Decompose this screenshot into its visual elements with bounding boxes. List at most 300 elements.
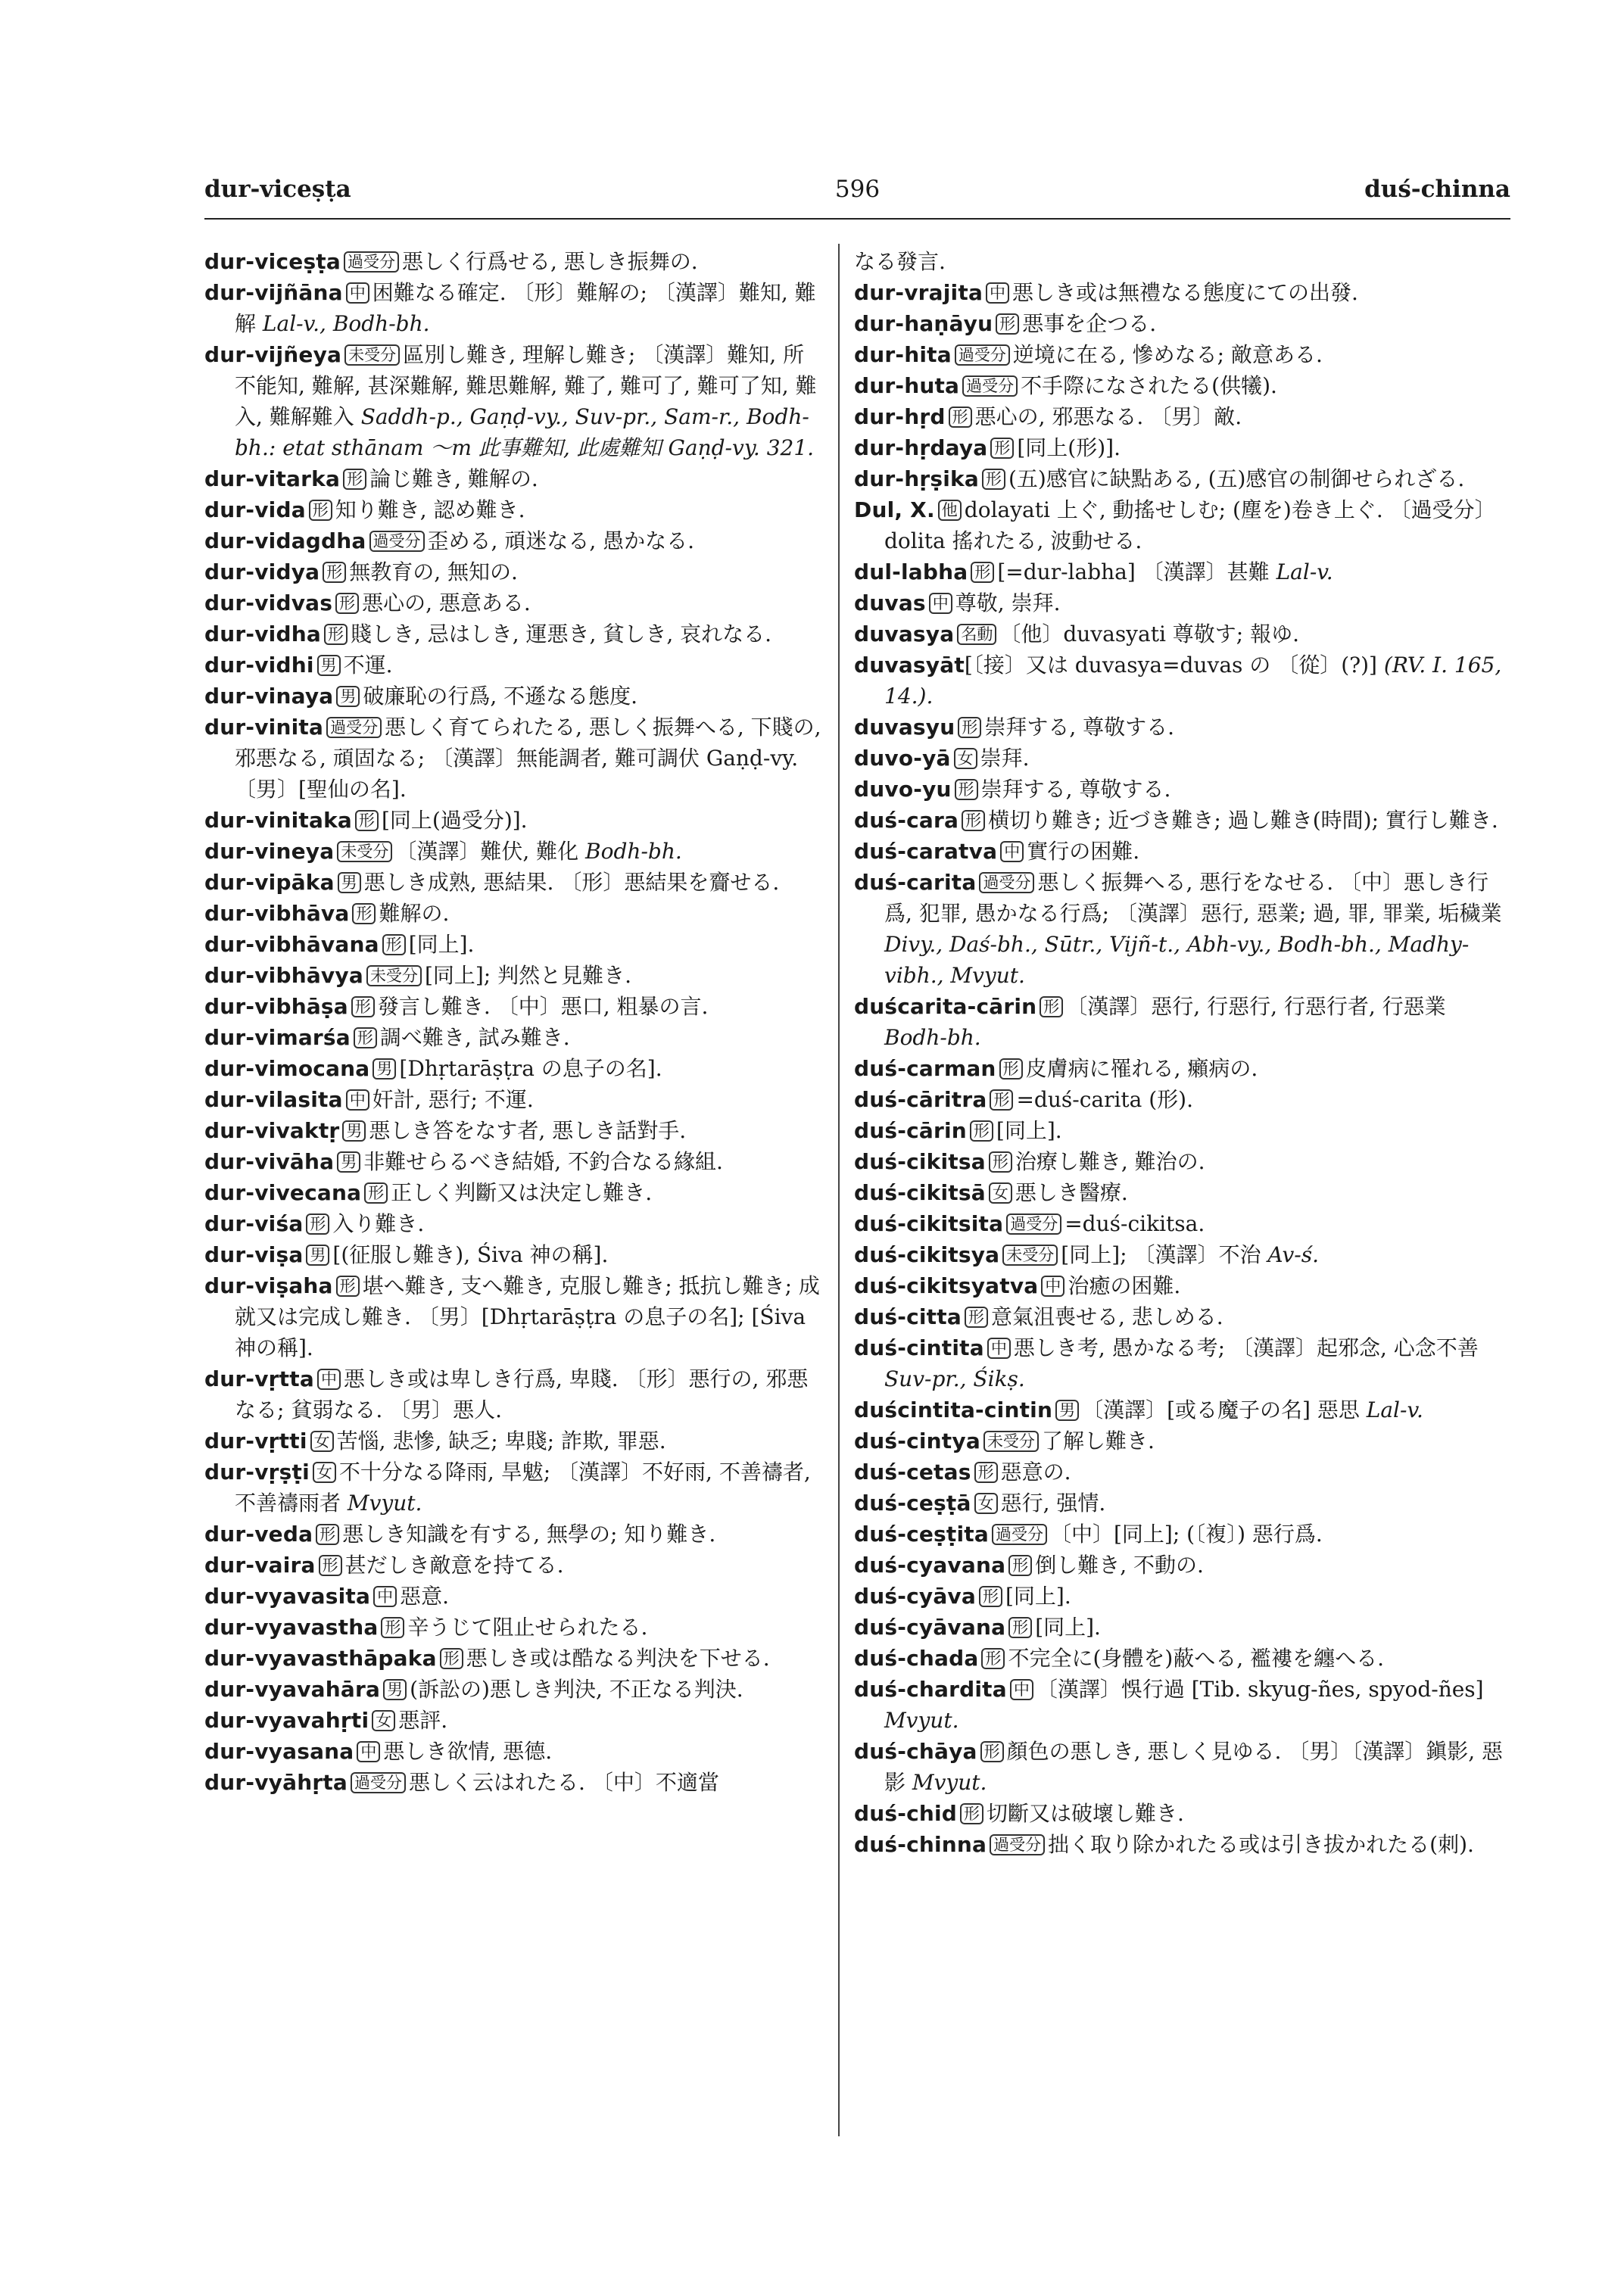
entry-definition: 調べ難き, 試み難き. — [379, 1025, 570, 1050]
dictionary-entry — [204, 1177, 824, 1208]
dictionary-entry — [854, 1425, 1509, 1456]
entry-grammar-tag: 男 — [317, 655, 341, 676]
dictionary-entry — [204, 1612, 824, 1643]
entry-grammar-tag: 形 — [960, 1803, 983, 1824]
entry-headword: dur-hṛd — [854, 404, 946, 429]
dictionary-entry — [204, 1363, 824, 1425]
entry-definition: 區別し難き, 理解し難き; 〔漢譯〕難知, 所不能知, 難解, 甚深難解, 難思難解, 難了, 難可了, 難可了知, 難入, 難解難入 — [235, 342, 817, 429]
entry-grammar-tag: 女 — [954, 748, 977, 769]
entry-headword: dur-huta — [854, 373, 960, 398]
entry-grammar-tag: 形 — [324, 624, 348, 645]
entry-definition: [同上]. — [408, 932, 475, 957]
dictionary-entry — [854, 805, 1509, 836]
entry-headword: duś-citta — [854, 1304, 962, 1329]
entry-grammar-tag: 中 — [357, 1741, 380, 1762]
entry-reference: (RV. I. 165, 14.). — [884, 653, 1502, 709]
entry-headword: duś-chinna — [854, 1832, 987, 1857]
entry-reference: Divy., Daś-bh., Sūtr., Vijñ-t., Abh-vy., Bodh-bh., Madhy-vibh., Mvyut. — [884, 932, 1470, 988]
entry-definition: [(征服し難き), Śiva 神の稱]. — [332, 1242, 609, 1267]
entry-grammar-tag: 形 — [309, 500, 332, 521]
entry-grammar-tag: 形 — [440, 1648, 463, 1669]
dictionary-entry — [854, 1270, 1509, 1301]
entry-definition: 崇拜する, 尊敬する. — [984, 715, 1175, 740]
dictionary-entry — [204, 246, 824, 277]
entry-headword: duś-cyāvana — [854, 1615, 1006, 1640]
entry-definition: 悪しき或は卑しき行爲, 卑賤. 〔形〕悪行の, 邪悪なる; 貧弱なる. 〔男〕悪人. — [235, 1366, 809, 1422]
entry-definition: 意氣沮喪せる, 悲しめる. — [990, 1304, 1223, 1329]
entry-definition: [=dur-labha] 〔漢譯〕甚難 — [997, 559, 1270, 584]
dictionary-entry — [854, 1456, 1509, 1488]
entry-grammar-tag: 形 — [306, 1213, 329, 1235]
entry-definition: 〔漢譯〕難伏, 難化 — [395, 839, 579, 864]
entry-headword: Dul, X. — [854, 497, 935, 522]
entry-headword: dur-vyavahāra — [204, 1677, 381, 1702]
dictionary-entry — [204, 1146, 824, 1177]
dictionary-entry — [204, 1674, 824, 1705]
entry-grammar-tag: 男 — [338, 872, 361, 893]
entry-headword: dur-veda — [204, 1522, 313, 1547]
entry-headword: dur-vitarka — [204, 466, 341, 491]
entry-headword: dur-vidvas — [204, 590, 333, 615]
entry-grammar-tag: 男 — [336, 686, 360, 707]
dictionary-entry — [204, 1456, 824, 1519]
entry-grammar-tag: 女 — [372, 1710, 395, 1731]
entry-headword: duś-ceṣṭā — [854, 1491, 971, 1516]
entry-definition: 悪しき成熟, 悪結果. 〔形〕悪結果を齎せる. — [363, 870, 780, 895]
dictionary-entry — [854, 1332, 1509, 1394]
entry-grammar-tag: 形 — [323, 562, 346, 583]
dictionary-entry — [854, 650, 1509, 712]
entry-grammar-tag: 形 — [336, 1276, 360, 1297]
entry-headword: dur-viceṣṭa — [204, 249, 341, 274]
dictionary-entry — [854, 774, 1509, 805]
entry-headword: dur-vipāka — [204, 870, 335, 895]
entry-definition: [同上(過受分)]. — [381, 808, 528, 833]
entry-definition: dolayati 上ぐ, 動搖せしむ; (塵を)卷き上ぐ. 〔過受分〕dolita 搖れたる, 波動せる. — [884, 497, 1496, 553]
entry-headword: duś-cintya — [854, 1428, 980, 1453]
entry-headword: dur-hita — [854, 342, 952, 367]
dictionary-entry — [854, 991, 1509, 1053]
entry-grammar-tag: 男 — [372, 1058, 396, 1080]
dictionary-entry — [854, 1798, 1509, 1829]
entry-grammar-tag: 形 — [319, 1555, 342, 1576]
entry-definition: 惡意. — [400, 1584, 450, 1609]
entry-definition: 了解し難き. — [1041, 1428, 1155, 1453]
dictionary-entry — [854, 1115, 1509, 1146]
entry-grammar-tag: 形 — [382, 934, 406, 955]
entry-grammar-tag: 中 — [1010, 1679, 1033, 1700]
entry-headword: duś-cikitsita — [854, 1211, 1004, 1236]
entry-grammar-tag: 形 — [316, 1524, 339, 1545]
entry-headword: duś-cintita — [854, 1335, 984, 1360]
dictionary-entry — [204, 463, 824, 494]
dictionary-entry — [854, 1829, 1509, 1860]
dictionary-entry — [204, 1022, 824, 1053]
entry-headword: dur-vyasana — [204, 1739, 354, 1764]
entry-reference: Bodh-bh. — [884, 1025, 981, 1050]
left-column — [204, 246, 824, 1798]
entry-definition: 難解の. — [379, 901, 450, 926]
entry-headword: duś-cāritra — [854, 1087, 987, 1112]
entry-headword: dur-vyavahṛti — [204, 1708, 369, 1733]
entry-definition: [同上]; 〔漢譯〕不治 — [1061, 1242, 1261, 1267]
entry-grammar-tag: 女 — [310, 1431, 334, 1452]
entry-headword: dur-vivāha — [204, 1149, 335, 1174]
entry-grammar-tag: 他 — [938, 500, 962, 521]
entry-headword: dur-vida — [204, 497, 306, 522]
entry-definition: 悪事を企つる. — [1022, 311, 1157, 336]
entry-grammar-tag: 男 — [383, 1679, 407, 1700]
entry-grammar-tag: 女 — [313, 1462, 336, 1483]
entry-headword: dur-vṛtti — [204, 1428, 307, 1453]
entry-definition: =duś-cikitsa. — [1064, 1211, 1205, 1236]
entry-headword: dur-vyavastha — [204, 1615, 379, 1640]
entry-definition: 〔漢譯〕[或る魔子の名] 惡思 — [1082, 1397, 1360, 1422]
entry-definition: 拙く取り除かれたる或は引き拔かれたる(刺). — [1048, 1832, 1474, 1857]
entry-definition: [同上]; 判然と見難き. — [424, 963, 632, 988]
entry-definition: 皮膚病に罹れる, 癩病の. — [1025, 1056, 1258, 1081]
entry-definition: [Dhṛtarāṣṭra の息子の名]. — [399, 1056, 662, 1081]
entry-definition: 不運. — [343, 653, 393, 678]
entry-headword: duś-cetas — [854, 1460, 971, 1485]
entry-headword: duś-chada — [854, 1646, 979, 1671]
entry-definition: 辛うじて阻止せられたる. — [407, 1615, 648, 1640]
entry-grammar-tag: 男 — [1055, 1400, 1079, 1421]
entry-headword: dur-vrajita — [854, 280, 983, 305]
entry-definition: (訴訟の)悪しき判決, 不正なる判決. — [410, 1677, 743, 1702]
entry-grammar-tag: 過受分 — [962, 375, 1018, 397]
dictionary-entry — [204, 1208, 824, 1239]
entry-grammar-tag: 過受分 — [955, 344, 1010, 366]
entry-headword: duś-cārin — [854, 1118, 967, 1143]
entry-headword: dur-hṛdaya — [854, 435, 988, 460]
dictionary-entry — [204, 1053, 824, 1084]
entry-headword: dur-vijñāna — [204, 280, 343, 305]
dictionary-entry — [204, 1705, 824, 1736]
dictionary-entry — [854, 494, 1509, 556]
entry-headword: duvo-yā — [854, 746, 951, 771]
entry-headword: duś-caratva — [854, 839, 998, 864]
entry-grammar-tag: 中 — [987, 1338, 1011, 1359]
entry-grammar-tag: 形 — [996, 313, 1019, 335]
dictionary-entry — [854, 712, 1509, 743]
entry-headword: dur-vibhāva — [204, 901, 350, 926]
entry-headword: dur-vibhāvana — [204, 932, 379, 957]
dictionary-entry — [204, 1581, 824, 1612]
dictionary-entry — [854, 308, 1509, 339]
dictionary-entry — [854, 1581, 1509, 1612]
dictionary-entry — [854, 1146, 1509, 1177]
entry-headword: duś-carita — [854, 870, 977, 895]
entry-headword: dur-viṣaha — [204, 1273, 333, 1298]
entry-grammar-tag: 過受分 — [992, 1524, 1047, 1545]
entry-headword: duś-cara — [854, 808, 959, 833]
dictionary-entry — [204, 1736, 824, 1767]
entry-headword: dur-vinitaka — [204, 808, 352, 833]
entry-headword: dur-vinaya — [204, 684, 334, 709]
dictionary-entry — [854, 1239, 1509, 1270]
dictionary-entry — [854, 743, 1509, 774]
entry-headword: duś-carman — [854, 1056, 996, 1081]
dictionary-entry — [854, 587, 1509, 618]
entry-grammar-tag: 男 — [306, 1245, 329, 1266]
entry-grammar-tag: 形 — [1008, 1555, 1032, 1576]
entry-headword: dur-vyāhṛta — [204, 1770, 348, 1795]
dictionary-entry — [854, 1177, 1509, 1208]
entry-definition: 悪しき或は無禮なる態度にての出發. — [1012, 280, 1358, 305]
header-first-headword: dur-viceṣṭa — [204, 176, 351, 203]
dictionary-entry — [854, 1612, 1509, 1643]
dictionary-entry — [204, 991, 824, 1022]
entry-grammar-tag: 女 — [989, 1182, 1012, 1204]
entry-definition: 悪しき醫療. — [1015, 1180, 1128, 1205]
entry-headword: dur-vijñeya — [204, 342, 342, 367]
entry-definition: 〔漢譯〕悞行過 [Tib. skyug-ñes, spyod-ñes] — [1036, 1677, 1484, 1702]
entry-grammar-tag: 中 — [317, 1369, 341, 1390]
entry-definition: 入り難き. — [332, 1211, 425, 1236]
entry-definition: 悪心の, 邪悪なる. 〔男〕敵. — [974, 404, 1242, 429]
entry-reference: Av-ś. — [1267, 1242, 1320, 1267]
dictionary-entry — [204, 681, 824, 712]
entry-headword: dur-vṛṣṭi — [204, 1460, 310, 1485]
entry-definition: 倒し難き, 不動の. — [1035, 1553, 1204, 1578]
dictionary-entry — [204, 339, 824, 463]
entry-headword: duś-cyāva — [854, 1584, 976, 1609]
entry-grammar-tag: 形 — [962, 810, 985, 831]
entry-headword: dur-vidagdha — [204, 528, 366, 553]
entry-headword: dur-viṣa — [204, 1242, 304, 1267]
entry-headword: duvas — [854, 590, 926, 615]
entry-definition: 治癒の困難. — [1068, 1273, 1181, 1298]
dictionary-entry — [854, 401, 1509, 432]
entry-reference: Mvyut. — [347, 1491, 422, 1516]
entry-grammar-tag: 形 — [990, 438, 1014, 459]
entry-definition: 惡意の. — [1000, 1460, 1071, 1485]
entry-definition: 不十分なる降雨, 旱魃; 〔漢譯〕不好雨, 不善禱者, 不善禱雨者 — [235, 1460, 811, 1516]
dictionary-entry — [204, 1550, 824, 1581]
entry-definition: 歪める, 頑迷なる, 愚かなる. — [427, 528, 695, 553]
entry-grammar-tag: 中 — [346, 1089, 369, 1111]
entry-headword: dur-vidya — [204, 559, 320, 584]
dictionary-entry — [204, 1519, 824, 1550]
entry-definition: [同上]. — [996, 1118, 1062, 1143]
entry-grammar-tag: 形 — [1040, 996, 1063, 1017]
entry-definition: 破廉恥の行爲, 不遜なる態度. — [363, 684, 638, 709]
dictionary-entry — [854, 556, 1509, 587]
entry-definition: 苦惱, 悲慘, 缺乏; 卑賤; 詐欺, 罪惡. — [336, 1428, 666, 1453]
entry-grammar-tag: 過受分 — [351, 1772, 406, 1793]
entry-headword: dur-vyavasthāpaka — [204, 1646, 437, 1671]
entry-reference: Saddh-p., Gaṇḍ-vy., Suv-pr., Sam-r., Bodh-bh.: etat sthānam 〜m 此事難知, 此處難知 Gaṇḍ-vy. 321. — [235, 404, 815, 460]
dictionary-entry — [204, 1115, 824, 1146]
entry-definition: 奸計, 惡行; 不運. — [372, 1087, 534, 1112]
page-number: 596 — [834, 176, 881, 203]
dictionary-entry — [854, 1488, 1509, 1519]
dictionary-entry — [854, 1053, 1509, 1084]
column-divider — [838, 244, 840, 2136]
entry-grammar-tag: 形 — [970, 1120, 993, 1142]
entry-grammar-tag: 形 — [989, 1151, 1012, 1173]
entry-grammar-tag: 形 — [355, 810, 379, 831]
dictionary-entry — [854, 836, 1509, 867]
entry-grammar-tag: 形 — [364, 1182, 388, 1204]
entry-definition: [同上]. — [1005, 1584, 1071, 1609]
entry-definition: 〔他〕duvasyati 尊敬す; 報ゆ. — [999, 622, 1300, 646]
dictionary-entry — [204, 960, 824, 991]
entry-headword: dur-vibhāvya — [204, 963, 363, 988]
entry-headword: duścarita-cārin — [854, 994, 1037, 1019]
dictionary-entry — [204, 836, 824, 867]
dictionary-entry — [204, 525, 824, 556]
entry-headword: duś-cikitsyatva — [854, 1273, 1039, 1298]
dictionary-entry — [854, 1208, 1509, 1239]
dictionary-entry — [854, 1394, 1509, 1425]
entry-reference: Mvyut. — [912, 1770, 987, 1795]
entry-definition: 悪しき或は酷なる判決を下せる. — [466, 1646, 770, 1671]
entry-grammar-tag: 未受分 — [366, 965, 422, 986]
entry-grammar-tag: 形 — [343, 469, 366, 490]
entry-headword: dur-vivaktṛ — [204, 1118, 340, 1143]
dictionary-entry — [204, 867, 824, 898]
dictionary-entry — [204, 556, 824, 587]
dictionary-entry — [854, 463, 1509, 494]
entry-definition: 知り難き, 認め難き. — [335, 497, 525, 522]
entry-grammar-tag: 形 — [1008, 1617, 1032, 1638]
entry-definition: 〔中〕[同上]; (〔複〕) 惡行爲. — [1049, 1522, 1323, 1547]
entry-headword: duś-cyavana — [854, 1553, 1006, 1578]
dictionary-entry — [854, 432, 1509, 463]
dictionary-entry — [854, 370, 1509, 401]
entry-definition: 崇拜. — [980, 746, 1030, 771]
entry-definition: 悪しく振舞へる, 悪行をなせる. 〔中〕悪しき行爲, 犯罪, 愚かなる行爲; 〔漢譯〕惡行, 惡業; 過, 罪, 罪業, 垢穢業 — [884, 870, 1502, 926]
entry-grammar-tag: 形 — [955, 779, 978, 800]
entry-definition: 悪しく育てられたる, 悪しく振舞へる, 下賤の, 邪悪なる, 頑固なる; 〔漢譯〕無能調者, 難可調伏 Gaṇḍ-vy. 〔男〕[聖仙の名]. — [235, 715, 821, 802]
entry-grammar-tag: 中 — [986, 282, 1009, 304]
entry-headword: dur-vivecana — [204, 1180, 362, 1205]
entry-definition: 悪しく云はれたる. 〔中〕不適當 — [409, 1770, 719, 1795]
entry-grammar-tag: 形 — [981, 1648, 1005, 1669]
entry-definition: 崇拜する, 尊敬する. — [980, 777, 1171, 802]
entry-definition: =duś-carita (形). — [1016, 1087, 1194, 1112]
right-column — [854, 246, 1509, 1860]
entry-definition: 甚だしき敵意を持てる. — [344, 1553, 564, 1578]
entry-headword: dur-vyavasita — [204, 1584, 371, 1609]
entry-definition: [同上(形)]. — [1017, 435, 1121, 460]
dictionary-entry — [204, 898, 824, 929]
dictionary-entry — [204, 929, 824, 960]
entry-definition: 悪しき欲情, 悪德. — [383, 1739, 553, 1764]
dictionary-entry — [204, 1270, 824, 1363]
entry-headword: duś-chid — [854, 1801, 958, 1826]
entry-headword: duvasyāt — [854, 653, 965, 678]
entry-grammar-tag: 形 — [335, 593, 359, 614]
entry-headword: dur-vilasita — [204, 1087, 343, 1112]
dictionary-entry — [854, 1643, 1509, 1674]
dictionary-entry — [854, 339, 1509, 370]
dictionary-entry — [854, 867, 1509, 991]
entry-definition: 非難せらるべき結婚, 不釣合なる緣組. — [363, 1149, 723, 1174]
entry-grammar-tag: 未受分 — [337, 841, 392, 862]
entry-headword: duś-cikitsā — [854, 1180, 986, 1205]
entry-headword: dur-haṇāyu — [854, 311, 993, 336]
entry-definition: 實行の困難. — [1027, 839, 1140, 864]
entry-grammar-tag: 過受分 — [344, 251, 399, 273]
entry-definition: 無教育の, 無知の. — [349, 559, 518, 584]
dictionary-entry — [854, 1519, 1509, 1550]
entry-definition: 尊敬, 崇拜. — [955, 590, 1061, 615]
entry-grammar-tag: 形 — [958, 717, 981, 738]
entry-headword: duvasyu — [854, 715, 955, 740]
dictionary-entry — [854, 618, 1509, 650]
entry-definition: 悪心の, 悪意ある. — [362, 590, 531, 615]
entry-definition: 悪評. — [398, 1708, 448, 1733]
entry-reference: Lal-v., Bodh-bh. — [262, 311, 430, 336]
entry-headword: dur-vaira — [204, 1553, 316, 1578]
entry-grammar-tag: 過受分 — [326, 717, 382, 738]
entry-grammar-tag: 男 — [337, 1151, 360, 1173]
entry-headword: duś-chardita — [854, 1677, 1007, 1702]
entry-headword: duś-cikitsa — [854, 1149, 986, 1174]
entry-grammar-tag: 中 — [1041, 1276, 1064, 1297]
dictionary-entry — [204, 618, 824, 650]
entry-grammar-tag: 中 — [929, 593, 952, 614]
entry-definition: 論じ難き, 難解の. — [369, 466, 538, 491]
entry-headword: dul-labha — [854, 559, 968, 584]
entry-grammar-tag: 未受分 — [1002, 1245, 1058, 1266]
entry-definition: [同上]. — [1035, 1615, 1101, 1640]
entry-definition: 顏色の悪しき, 悪しく見ゆる. 〔男〕〔漢譯〕鎭影, 惡影 — [884, 1739, 1504, 1795]
page-header — [204, 176, 1510, 221]
entry-headword: dur-vidhi — [204, 653, 314, 678]
header-rule — [204, 218, 1510, 220]
dictionary-entry — [204, 1084, 824, 1115]
entry-grammar-tag: 形 — [965, 1307, 988, 1328]
dictionary-entry — [204, 277, 824, 339]
dictionary-entry — [854, 277, 1509, 308]
entry-headword: duvasya — [854, 622, 955, 646]
entry-grammar-tag: 形 — [982, 469, 1005, 490]
entry-grammar-tag: 形 — [352, 903, 376, 924]
entry-headword: dur-vimarśa — [204, 1025, 351, 1050]
entry-grammar-tag: 名動 — [957, 624, 996, 645]
entry-headword: dur-vineya — [204, 839, 335, 864]
entry-grammar-tag: 過受分 — [990, 1834, 1045, 1855]
entry-definition: 賤しき, 忌はしき, 運悪き, 貧しき, 哀れなる. — [350, 622, 772, 646]
entry-definition: 横切り難き; 近づき難き; 過し難き(時間); 實行し難き. — [988, 808, 1498, 833]
header-last-headword: duś-chinna — [1364, 176, 1510, 203]
entry-headword: duś-ceṣṭita — [854, 1522, 989, 1547]
entry-definition: 正しく判斷又は決定し難き. — [391, 1180, 653, 1205]
entry-definition: 不手際になされたる(供犧). — [1021, 373, 1277, 398]
entry-definition: 逆境に在る, 慘めなる; 敵意ある. — [1012, 342, 1323, 367]
entry-grammar-tag: 形 — [381, 1617, 404, 1638]
entry-grammar-tag: 未受分 — [983, 1431, 1039, 1452]
entry-headword: dur-vṛtta — [204, 1366, 314, 1391]
entry-reference: Lal-v. — [1366, 1397, 1423, 1422]
entry-grammar-tag: 形 — [979, 1586, 1002, 1607]
entry-headword: duś-cikitsya — [854, 1242, 1000, 1267]
entry-grammar-tag: 過受分 — [979, 872, 1034, 893]
entry-headword: duvo-yu — [854, 777, 952, 802]
entry-grammar-tag: 中 — [1000, 841, 1024, 862]
entry-definition: 發言し難き. 〔中〕悪口, 粗暴の言. — [377, 994, 709, 1019]
entry-definition: なる發言. — [854, 249, 946, 274]
entry-grammar-tag: 形 — [999, 1058, 1023, 1080]
entry-definition: 〔漢譯〕惡行, 行惡行, 行惡行者, 行惡業 — [1066, 994, 1446, 1019]
entry-grammar-tag: 形 — [351, 996, 375, 1017]
entry-definition: 治療し難き, 難治の. — [1015, 1149, 1205, 1174]
entry-grammar-tag: 過受分 — [1006, 1213, 1061, 1235]
